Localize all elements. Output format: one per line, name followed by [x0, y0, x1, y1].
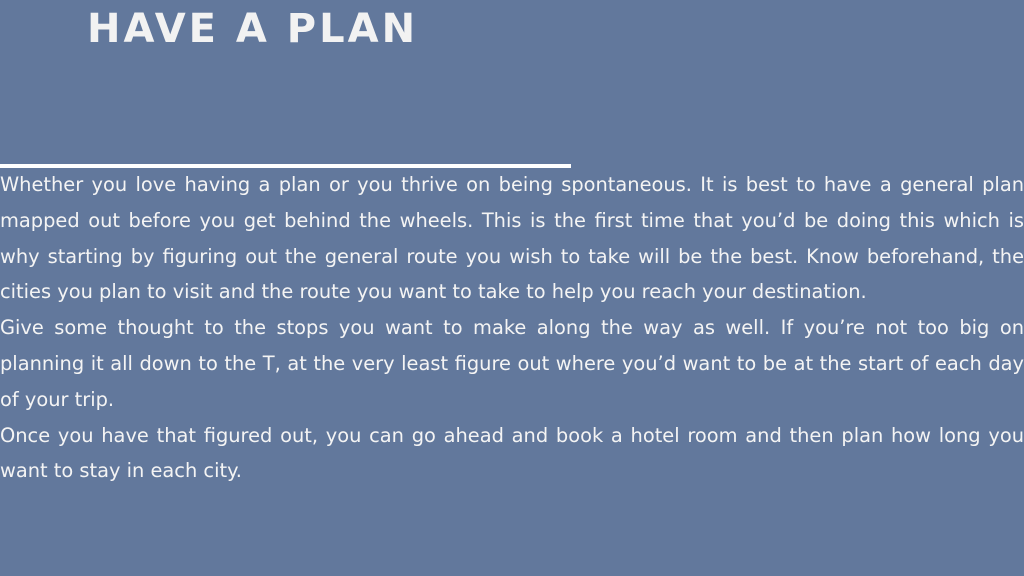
- body-paragraph: Give some thought to the stops you want to make along the way as well. If you’re not too big on planning it all down to the T, at the very least figure out where you’d want to be at the start of each day of your trip.: [0, 316, 1024, 411]
- slide-title: HAVE A PLAN: [87, 6, 419, 52]
- body-paragraph: Whether you love having a plan or you thrive on being spontaneous. It is best to have a general plan mapped out before you get behind the wheels. This is the first time that you’d be doing this which is why starting by figuring out the general route you wish to take will be the best. Know beforehand, the cities you plan to visit and the route you want to take to help you reach your destination.: [0, 173, 1024, 304]
- slide-body: [0, 167, 1024, 489]
- body-paragraph: Once you have that figured out, you can go ahead and book a hotel room and then plan how long you want to stay in each city.: [0, 423, 1024, 483]
